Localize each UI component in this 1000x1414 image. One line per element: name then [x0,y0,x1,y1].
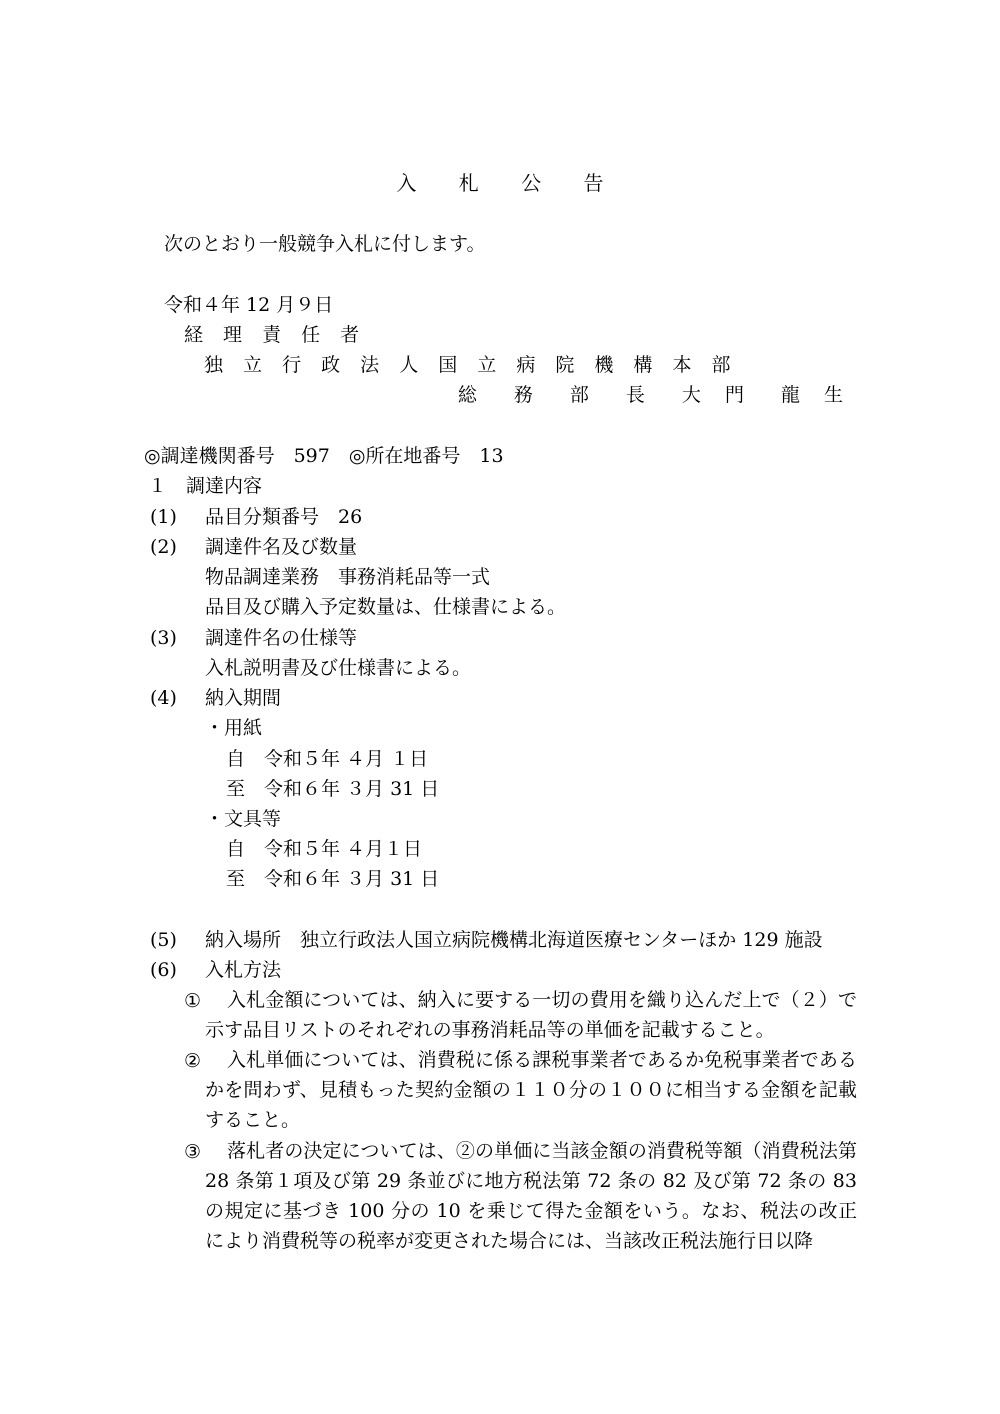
item6-sub2-mark: ② [184,1050,202,1072]
item5-label: 納入場所 独立行政法人国立病院機構北海道医療センターほか 129 施設 [205,929,823,951]
item1-number: (1) [150,506,177,528]
item1-label: 品目分類番号 26 [205,506,363,528]
item2-number: (2) [150,536,177,558]
item6-sub3-mark: ③ [184,1141,202,1163]
item4-label: 納入期間 [205,687,282,709]
item6-sub2-text: 入札単価については、消費税に係る課税事業者であるか免税事業者であるかを問わず、見積もった契約金額の１１０分の１００に相当する金額を記載すること。 [205,1049,857,1131]
stationery-to-date: 至 令和６年 ３月 31 日 [226,868,440,890]
intro-text: 次のとおり一般競争入札に付します。 [164,233,486,255]
item4-number: (4) [150,687,177,709]
agency-codes: ◎調達機関番号 597 ◎所在地番号 13 [144,445,504,467]
item5-number: (5) [150,929,177,951]
stationery-label: ・文具等 [205,808,282,830]
item2-label: 調達件名及び数量 [205,536,358,558]
item6-sub1-mark: ① [184,990,202,1012]
official-title: 経 理 責 任 者 [184,324,367,346]
paper-label: ・用紙 [205,717,263,739]
item3-number: (3) [150,627,177,649]
item3-line: 入札説明書及び仕様書による。 [205,657,472,679]
stationery-from-date: 自 令和５年 ４月１日 [226,838,423,860]
document-title: 入 札 公 告 [396,171,622,195]
item6-label: 入札方法 [205,959,282,981]
item2-line: 物品調達業務 事務消耗品等一式 [205,566,491,588]
section1-heading: １ 調達内容 [148,475,263,497]
item3-label: 調達件名の仕様等 [205,627,358,649]
item6-sub3-text: 落札者の決定については、②の単価に当該金額の消費税等額（消費税法第 28 条第１項及び第 29 条並びに地方税法第 72 条の 82 及び第 72 条の 83 の規定に基づき 100 分の 10 を乗じて得た金額をいう。なお、税法の改正により消費税等の税率が変更された場合には、当該改正税法施行日以降 [205,1140,857,1252]
signatory-name: 総 務 部 長 大 門 龍 生 [457,384,852,406]
item6-number: (6) [150,959,177,981]
item2-line: 品目及び購入予定数量は、仕様書による。 [205,596,567,618]
notice-date: 令和４年 12 月９日 [164,294,334,316]
item6-sub1-text: 入札金額については、納入に要する一切の費用を織り込んだ上で（２）で示す品目リストのそれぞれの事務消耗品等の単価を記載すること。 [205,989,857,1041]
organization-name: 独 立 行 政 法 人 国 立 病 院 機 構 本 部 [204,354,738,376]
paper-from-date: 自 令和５年 ４月 １日 [226,748,429,770]
paper-to-date: 至 令和６年 ３月 31 日 [226,778,440,800]
